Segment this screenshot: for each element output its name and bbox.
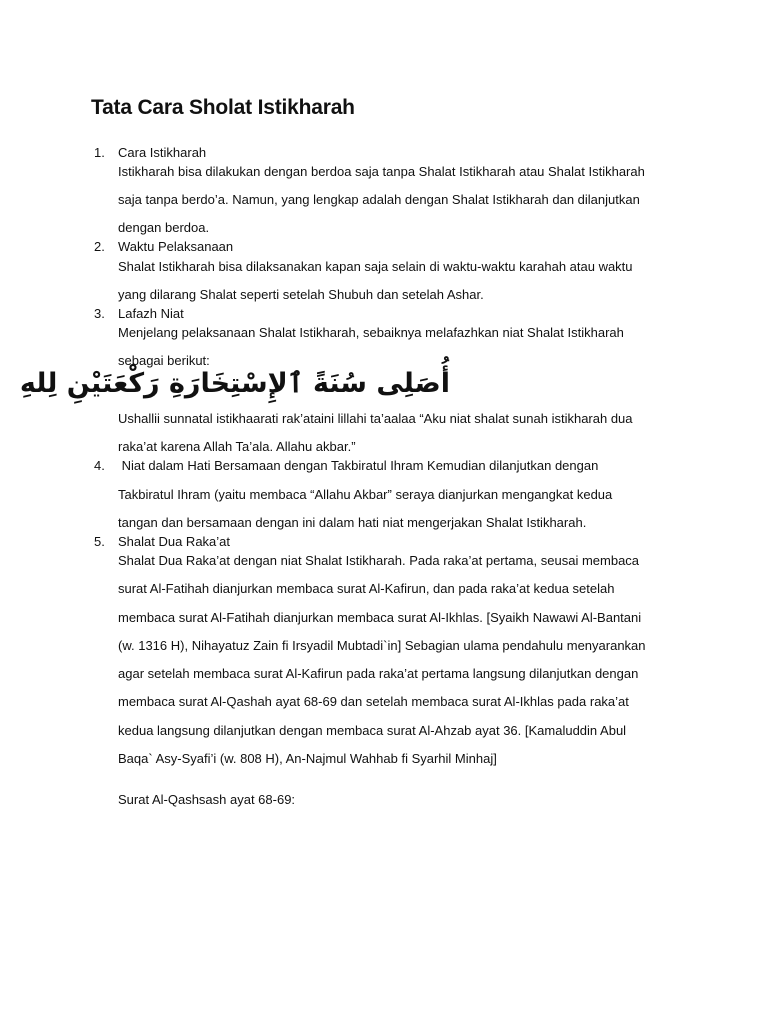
- item-4-number: 4.: [94, 458, 105, 473]
- item-3-line-1: Menjelang pelaksanaan Shalat Istikharah, sebaiknya melafazhkan niat Shalat Istikharah: [118, 325, 624, 340]
- item-5-line-8: Baqa` Asy-Syafi’i (w. 808 H), An-Najmul Wahhab fi Syarhil Minhaj]: [118, 751, 497, 766]
- page-title: Tata Cara Sholat Istikharah: [91, 96, 355, 119]
- item-3-line-2: sebagai berikut:: [118, 353, 210, 368]
- item-5-line-6: membaca surat Al-Qashah ayat 68-69 dan setelah membaca surat Al-Ikhlas pada raka’at: [118, 694, 629, 709]
- item-2-number: 2.: [94, 239, 105, 254]
- item-2-heading: Waktu Pelaksanaan: [118, 239, 234, 254]
- item-3-number: 3.: [94, 306, 105, 321]
- item-3-heading: Lafazh Niat: [118, 306, 184, 321]
- item-5-line-3: membaca surat Al-Fatihah dianjurkan membaca surat Al-Ikhlas. [Syaikh Nawawi Al-Bantani: [118, 610, 642, 625]
- item-1-line-2: saja tanpa berdo’a. Namun, yang lengkap adalah dengan Shalat Istikharah dan dilanjutkan: [118, 192, 640, 207]
- item-1-number: 1.: [94, 145, 105, 160]
- item-4-line-3: tangan dan bersamaan dengan ini dalam hati niat mengerjakan Shalat Istikharah.: [118, 515, 587, 530]
- niat-arabic-text: أُصَلِى سُنَةً ٱلإِسْتِخَارَةِ رَكْعَتَيْنِ لِلهِ: [19, 368, 450, 399]
- item-4-line-2: Takbiratul Ihram (yaitu membaca “Allahu Akbar” seraya dianjurkan mengangkat kedua: [118, 487, 613, 502]
- closing-text: Surat Al-Qashsash ayat 68-69:: [118, 792, 296, 807]
- item-3-translation-2: raka’at karena Allah Ta’ala. Allahu akbar.”: [118, 439, 356, 454]
- item-5-heading: Shalat Dua Raka’at: [118, 534, 231, 549]
- item-2-line-1: Shalat Istikharah bisa dilaksanakan kapan saja selain di waktu-waktu karahah atau waktu: [118, 259, 633, 274]
- item-3-translation-1: Ushallii sunnatal istikhaarati rak’ataini lillahi ta’aalaa “Aku niat shalat sunah istikharah dua: [118, 411, 633, 426]
- item-5-line-5: agar setelah membaca surat Al-Kafirun pada raka’at pertama langsung dilanjutkan dengan: [118, 666, 639, 681]
- item-1-line-3: dengan berdoa.: [118, 220, 210, 235]
- item-5-line-2: surat Al-Fatihah dianjurkan membaca surat Al-Kafirun, dan pada raka’at kedua setelah: [118, 581, 615, 596]
- item-5-number: 5.: [94, 534, 105, 549]
- item-1-line-1: Istikharah bisa dilakukan dengan berdoa saja tanpa Shalat Istikharah atau Shalat Istikharah: [118, 164, 645, 179]
- item-5-line-4: (w. 1316 H), Nihayatuz Zain fi Irsyadil Mubtadi`in] Sebagian ulama pendahulu menyarankan: [118, 638, 646, 653]
- item-4-line-1: Niat dalam Hati Bersamaan dengan Takbiratul Ihram Kemudian dilanjutkan dengan: [118, 458, 599, 473]
- item-5-line-7: kedua langsung dilanjutkan dengan membaca surat Al-Ahzab ayat 36. [Kamaluddin Abul: [118, 723, 627, 738]
- item-1-heading: Cara Istikharah: [118, 145, 207, 160]
- item-2-line-2: yang dilarang Shalat seperti setelah Shubuh dan setelah Ashar.: [118, 287, 484, 302]
- item-5-line-1: Shalat Dua Raka’at dengan niat Shalat Istikharah. Pada raka’at pertama, seusai membaca: [118, 553, 640, 568]
